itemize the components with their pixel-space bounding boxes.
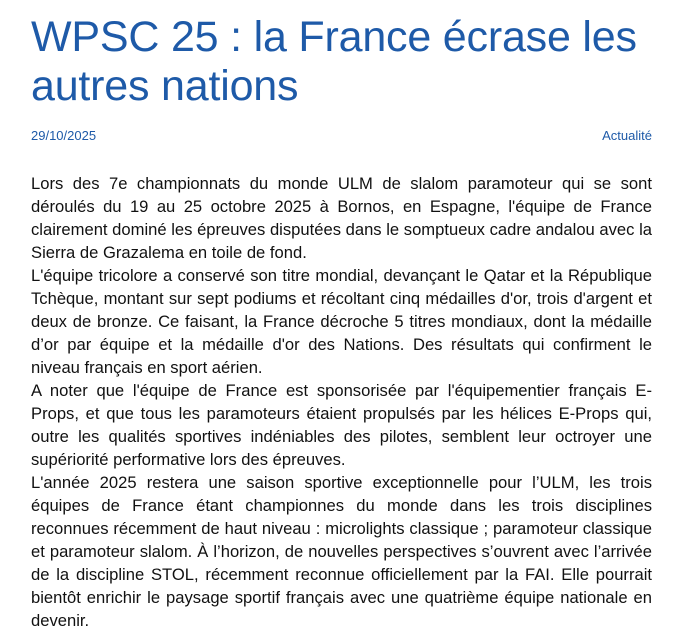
article-paragraph: L'année 2025 restera une saison sportive exceptionnelle pour l’ULM, les trois équipes de France étant championnes du monde dans les trois disciplines reconnues récemment de haut niveau : microlights classique ; paramoteur classique et paramoteur slalom. À l’horizon, de nouvelles perspectives s’ouvrent avec l’arrivée de la discipline STOL, récemment reconnue officiellement par la FAI. Elle pourrait bientôt enrichir le paysage sportif français avec une quatrième équipe nationale en devenir.: [31, 473, 652, 630]
article-paragraph: L'équipe tricolore a conservé son titre mondial, devançant le Qatar et la République Tchèque, montant sur sept podiums et récoltant cinq médailles d'or, trois d'argent et deux de bronze. Ce faisant, la France décroche 5 titres mondiaux, dont la médaille d’or par équipe et la médaille d'or des Nations. Des résultats qui confirment le niveau français en sport aérien.: [31, 266, 652, 377]
article-body: [31, 172, 652, 632]
article-category-link[interactable]: Actualité: [602, 128, 652, 143]
article-meta: [31, 127, 652, 145]
article-paragraph: Lors des 7e championnats du monde ULM de slalom paramoteur qui se sont déroulés du 19 au 25 octobre 2025 à Bornos, en Espagne, l'équipe de France clairement dominé les épreuves disputées dans le somptueux cadre andalou avec la Sierra de Grazalema en toile de fond.: [31, 174, 652, 262]
article: [31, 0, 652, 632]
article-title: WPSC 25 : la France écrase les autres nations: [31, 13, 637, 110]
article-date: 29/10/2025: [31, 128, 97, 143]
article-paragraph: A noter que l'équipe de France est sponsorisée par l'équipementier français E-Props, et que tous les paramoteurs étaient propulsés par les hélices E-Props qui, outre les qualités sportives indéniables des pilotes, semblent leur octroyer une supériorité performative lors des épreuves.: [31, 381, 652, 469]
